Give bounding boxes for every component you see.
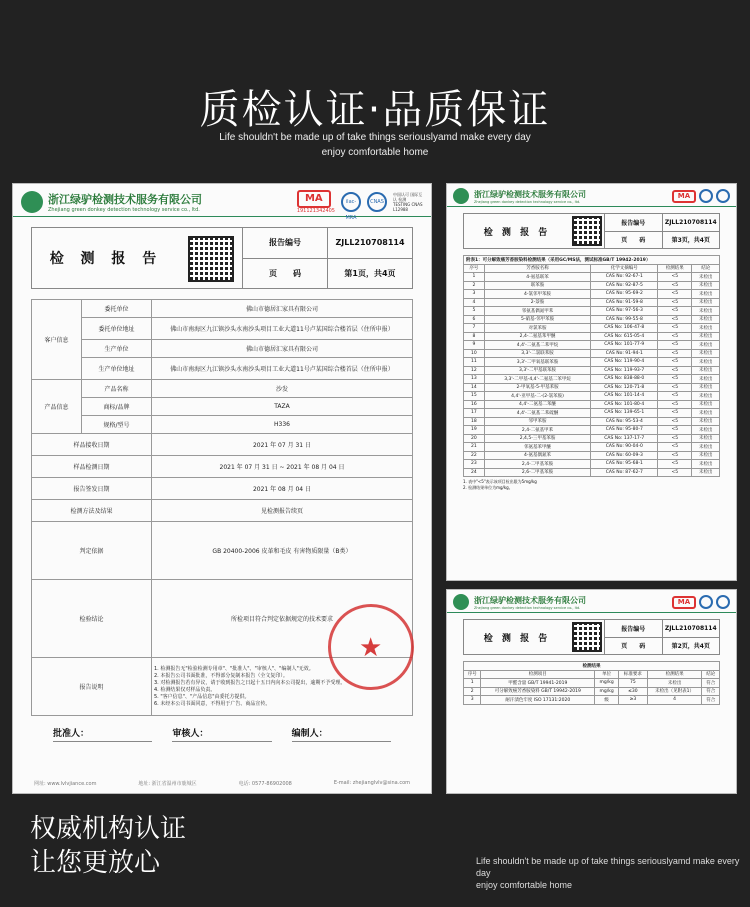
table-cell: 2,4-二氨基苯甲醚 <box>484 332 591 341</box>
table-row <box>464 366 720 375</box>
table-row <box>464 400 720 409</box>
table-row: 检验结论 所检项目符合判定依据规定的技术要求 <box>32 580 413 658</box>
table-row: 报告签发日期 2021 年 08 月 04 日 <box>32 478 413 500</box>
table-cell: 符合 <box>702 687 720 696</box>
table-row <box>464 307 720 316</box>
qr-code-icon <box>572 216 602 246</box>
table-cell: 未检出 <box>692 400 720 409</box>
table-cell: 15 <box>464 392 485 401</box>
table-cell: 邻甲苯胺 <box>484 417 591 426</box>
table-cell: 未检出 <box>647 679 702 688</box>
table-row <box>464 358 720 367</box>
cma-mark-icon: MA <box>672 596 696 609</box>
table-cell: 联苯胺 <box>484 281 591 290</box>
table-cell: 6 <box>464 315 485 324</box>
table-note: 1. 表中"<5"表示该项目检出限为5mg/kg <box>463 479 537 484</box>
table-cell: CAS No: 139-65-1 <box>591 409 658 418</box>
table-cell: 未检出 <box>692 358 720 367</box>
cma-mark-icon: MA <box>672 190 696 203</box>
official-seal-icon: ★ <box>328 604 414 690</box>
table-cell: ≥3 <box>619 696 648 705</box>
table-cell: 未检出 <box>692 307 720 316</box>
table-cell: 未检出 <box>692 273 720 282</box>
table-cell: CAS No: 95-68-1 <box>591 460 658 469</box>
org-name: 浙江绿驴检测技术服务有限公司 <box>48 193 202 206</box>
table-cell: 3 <box>464 290 485 299</box>
table-cell: 邻氨基偶氮甲苯 <box>484 307 591 316</box>
table-cell: 4,4'-二氨基二苯甲烷 <box>484 341 591 350</box>
table-cell: CAS No: 106-47-8 <box>591 324 658 333</box>
table-cell: 19 <box>464 426 485 435</box>
table-row: 委托单位地址 佛山市南海区九江镇沙头水南沙头项目工业大道11号卢某国综合楼首层（住所申报） <box>32 318 413 340</box>
table-cell: <5 <box>658 366 692 375</box>
report-title-box <box>463 619 720 655</box>
table-cell: 未检出 <box>692 341 720 350</box>
report-meta <box>242 228 412 288</box>
report-page-1 <box>12 183 432 794</box>
report-note: 2. 本报告公司书面批准，不得部分复制本报告（全文复印）。 <box>154 672 288 679</box>
cma-mark-icon: MA <box>297 190 331 208</box>
table-row <box>464 443 720 452</box>
table-cell: CAS No: 95-53-4 <box>591 417 658 426</box>
table-cell: 未检出 <box>692 383 720 392</box>
table-cell: CAS No: 119-93-7 <box>591 366 658 375</box>
table-cell: <5 <box>658 426 692 435</box>
table-cell: 未检出 <box>692 298 720 307</box>
table-cell: <5 <box>658 315 692 324</box>
table-cell: <5 <box>658 383 692 392</box>
table-cell: <5 <box>658 349 692 358</box>
table-cell: 9 <box>464 341 485 350</box>
table-cell: CAS No: 92-67-1 <box>591 273 658 282</box>
table-cell: 4 <box>464 298 485 307</box>
table-cell: CAS No: 137-17-7 <box>591 434 658 443</box>
table-cell: <5 <box>658 332 692 341</box>
table-row <box>464 383 720 392</box>
table-cell: 对氯苯胺 <box>484 324 591 333</box>
ilac-seal-icon <box>699 595 713 609</box>
table-cell: 23 <box>464 460 485 469</box>
report-title-box <box>463 213 720 249</box>
table-row: 商标/品牌 TAZA <box>32 398 413 416</box>
table-cell: CAS No: 60-09-3 <box>591 451 658 460</box>
report-note: 4. 检测结果仅对样品负责。 <box>154 686 216 693</box>
table-cell: CAS No: 101-14-4 <box>591 392 658 401</box>
table-cell: <5 <box>658 460 692 469</box>
report-meta: 报告编号 ZJLL210708114 页 码 第3页，共4页 <box>604 214 719 248</box>
table-row <box>464 451 720 460</box>
table-cell: 17 <box>464 409 485 418</box>
table-cell: 可分解致癌芳香胺染料 GB/T 19942-2019 <box>481 687 595 696</box>
table-cell: 5-硝基-邻甲苯胺 <box>484 315 591 324</box>
table-cell: 未检出 <box>692 366 720 375</box>
table-cell: 75 <box>619 679 648 688</box>
table-row <box>464 324 720 333</box>
page-value: 第1页，共4页 <box>344 268 396 278</box>
table-row <box>464 315 720 324</box>
cnas-seal-icon <box>716 595 730 609</box>
table-cell: 20 <box>464 434 485 443</box>
table-cell: <5 <box>658 281 692 290</box>
table-cell: 1 <box>464 273 485 282</box>
table-row: 生产单位 佛山市德居汇家具有限公司 <box>32 340 413 358</box>
org-block <box>48 191 202 213</box>
table-row <box>464 687 720 696</box>
table-row <box>464 392 720 401</box>
table-row <box>464 409 720 418</box>
table-cell: CAS No: 119-90-4 <box>591 358 658 367</box>
report-note: 6. 未经本公司书面同意，不得用于广告、商品宣传。 <box>154 700 271 707</box>
cnas-text: 中国认可 国际互认 检测 TESTING CNAS L12988 <box>393 192 423 212</box>
table-cell: <5 <box>658 273 692 282</box>
ilac-seal-icon: ilac-MRA <box>341 192 361 212</box>
table-cell: 4-氯邻甲苯胺 <box>484 290 591 299</box>
table-cell: ≤30 <box>619 687 648 696</box>
report-meta: 报告编号 ZJLL210708114 页 码 第2页，共4页 <box>604 620 719 654</box>
table-row: 检测方法及结果 见检测报告续页 <box>32 500 413 522</box>
org-name-en: Zhejiang green donkey detection technology service co., ltd. <box>474 199 581 204</box>
results-table: 检测结果 序号 检测项目 单位 标准要求 检测结果 结论 1 甲醛含量 GB/T 19941-2019 mg/kg 75 未检出 符合 2 可分解致癌芳香胺染料 GB/T 19942-2019 mg/kg ≤30 未检出（见附表1） 符合 3 耐汗渍色牢度 ISO 17131:2020 级 ≥3 4 符合 <box>463 661 720 705</box>
table-cell: 4 <box>647 696 702 705</box>
table-cell: 14 <box>464 383 485 392</box>
table-row <box>464 273 720 282</box>
report-note: 3. 对检测报告若有异议，请于收到报告之日起十五日内向本公司提出，逾期不予受理。 <box>154 679 346 686</box>
table-row: 样品检测日期 2021 年 07 月 31 日 ~ 2021 年 08 月 04 日 <box>32 456 413 478</box>
table-cell: <5 <box>658 392 692 401</box>
table-cell: CAS No: 87-62-7 <box>591 468 658 477</box>
table-cell: 4,4'-亚甲基-二-(2-氯苯胺) <box>484 392 591 401</box>
report-title-box <box>31 227 413 289</box>
table-row: 产品信息 产品名称 沙发 <box>32 380 413 398</box>
table-cell: 未检出 <box>692 434 720 443</box>
results-summary <box>463 661 720 705</box>
table-cell: <5 <box>658 358 692 367</box>
table-cell: CAS No: 95-69-2 <box>591 290 658 299</box>
table-cell: 级 <box>595 696 619 705</box>
table-cell: 2 <box>464 687 481 696</box>
table-cell: 未检出 <box>692 324 720 333</box>
table-row: 报告说明 1. 检测报告无"检验检测专用章"、"批准人"、"审核人"、"编制人"无效。 2. 本报告公司书面批准，不得部分复制本报告（全文复印）。 3. 对检测报告若有异议，请于收到报告之日起十五日内向本公司提出，逾期不予受理。 4. 检测结果仅对样品负责。 5. "客户信息"、"产品信息"由委托方提供。 6. 未经本公司书面同意，不得用于广告、商品宣传。 <box>32 658 413 716</box>
table-cell: 3,3'-二甲基-4,4'-二氨基二苯甲烷 <box>484 375 591 384</box>
cnas-seal-icon: CNAS <box>367 192 387 212</box>
bottom-slogan-en <box>476 855 750 891</box>
org-block <box>474 595 586 610</box>
table-row <box>464 679 720 688</box>
table-cell: <5 <box>658 451 692 460</box>
table-cell: 7 <box>464 324 485 333</box>
table-cell: 符合 <box>702 679 720 688</box>
report-footer: 网址: www.lvlvjiance.com 地址: 浙江省温州市鹿城区 电话: 0577-86902008 E-mail: zhejianglvlv@sina.com <box>33 780 411 787</box>
table-cell: 未检出 <box>692 426 720 435</box>
table-cell: 2-萘胺 <box>484 298 591 307</box>
table-cell: <5 <box>658 290 692 299</box>
editor-label: 编制人： <box>292 726 391 742</box>
table-cell: 未检出 <box>692 315 720 324</box>
report-page-3 <box>446 183 737 581</box>
bottom-slogan <box>30 812 186 880</box>
table-cell: CAS No: 615-05-4 <box>591 332 658 341</box>
table-cell: 5 <box>464 307 485 316</box>
table-cell: 4-氨基偶氮苯 <box>484 451 591 460</box>
company-logo-icon <box>21 191 43 213</box>
table-cell: <5 <box>658 298 692 307</box>
table-cell: 未检出 <box>692 460 720 469</box>
slogan-en-line: enjoy comfortable home <box>476 880 573 890</box>
qr-code-icon <box>572 622 602 652</box>
table-cell: 未检出 <box>692 409 720 418</box>
table-cell: 24 <box>464 468 485 477</box>
table-cell: <5 <box>658 417 692 426</box>
table-cell: 3 <box>464 696 481 705</box>
company-logo-icon <box>453 188 469 204</box>
report-title: 检 测 报 告 <box>483 633 551 644</box>
table-row <box>464 696 720 705</box>
report-page-2 <box>446 589 737 794</box>
table-row: 判定依据 GB 20400-2006 皮革和毛皮 有害物质限量（B类） <box>32 522 413 580</box>
table-row <box>464 332 720 341</box>
report-title: 检 测 报 告 <box>49 251 163 267</box>
table-cell: 2,6-二甲基苯胺 <box>484 468 591 477</box>
table-cell: <5 <box>658 375 692 384</box>
table-cell: mg/kg <box>595 679 619 688</box>
slogan-line: 让您更放心 <box>30 848 161 878</box>
table-cell: 未检出 <box>692 349 720 358</box>
table-cell: 未检出 <box>692 443 720 452</box>
table-cell: <5 <box>658 468 692 477</box>
report-no: ZJLL210708114 <box>335 238 405 248</box>
table-cell: <5 <box>658 341 692 350</box>
table-cell: 邻氨基苯甲醚 <box>484 443 591 452</box>
table-row: 客户信息 委托单位 佛山市德居汇家具有限公司 <box>32 300 413 318</box>
table-cell: <5 <box>658 324 692 333</box>
cma-id: 191121342405 <box>296 208 335 214</box>
report-header <box>13 184 431 221</box>
table-cell: CAS No: 95-80-7 <box>591 426 658 435</box>
table-cell: CAS No: 101-80-4 <box>591 400 658 409</box>
table-row <box>464 468 720 477</box>
cert-marks <box>296 190 423 221</box>
table-cell: 10 <box>464 349 485 358</box>
results-appendix <box>463 255 720 491</box>
table-cell: 2,4-二氨基甲苯 <box>484 426 591 435</box>
table-row <box>464 298 720 307</box>
table-cell: 甲醛含量 GB/T 19941-2019 <box>481 679 595 688</box>
cnas-seal-icon <box>716 189 730 203</box>
page-label: 页 码 <box>243 259 328 289</box>
qr-code-icon <box>188 236 234 282</box>
table-note: 2. 检测结果单位为mg/kg。 <box>463 485 513 490</box>
page-subtitle <box>0 130 750 160</box>
report-header <box>447 590 736 613</box>
table-cell: <5 <box>658 434 692 443</box>
org-name-en: Zhejiang green donkey detection technology service co., ltd. <box>48 207 200 213</box>
table-cell: 未检出 <box>692 332 720 341</box>
org-name: 浙江绿驴检测技术服务有限公司 <box>474 189 586 199</box>
table-cell: 16 <box>464 400 485 409</box>
table-row <box>464 281 720 290</box>
report-header <box>447 184 736 207</box>
table-cell: 8 <box>464 332 485 341</box>
table-cell: CAS No: 120-71-8 <box>591 383 658 392</box>
table-row <box>464 434 720 443</box>
table-cell: 11 <box>464 358 485 367</box>
table-cell: 21 <box>464 443 485 452</box>
report-note: 5. "客户信息"、"产品信息"由委托方提供。 <box>154 693 250 700</box>
subtitle-line: enjoy comfortable home <box>321 147 429 158</box>
table-row: 生产单位地址 佛山市南海区九江镇沙头水南沙头项目工业大道11号卢某国综合楼首层（住所申报） <box>32 358 413 380</box>
table-cell: 2,4-二甲基苯胺 <box>484 460 591 469</box>
report-note: 1. 检测报告无"检验检测专用章"、"批准人"、"审核人"、"编制人"无效。 <box>154 665 314 672</box>
table-cell: 未检出 <box>692 392 720 401</box>
reviewer-label: 审核人： <box>172 726 271 742</box>
table-cell: 耐汗渍色牢度 ISO 17131:2020 <box>481 696 595 705</box>
table-cell: 符合 <box>702 696 720 705</box>
slogan-line: 权威机构认证 <box>30 814 187 844</box>
table-cell: <5 <box>658 443 692 452</box>
table-cell: 2 <box>464 281 485 290</box>
table-cell: 3,3'-二甲基联苯胺 <box>484 366 591 375</box>
table-cell: 12 <box>464 366 485 375</box>
org-block <box>474 189 586 204</box>
org-name-en: Zhejiang green donkey detection technology service co., ltd. <box>474 605 581 610</box>
table-cell: 1 <box>464 679 481 688</box>
slogan-en-line: Life shouldn't be made up of take things seriouslyamd make every day <box>476 856 740 878</box>
table-cell: 3,3'-二氯联苯胺 <box>484 349 591 358</box>
table-row <box>464 349 720 358</box>
table-row: 样品接收日期 2021 年 07 月 31 日 <box>32 434 413 456</box>
table-row <box>464 426 720 435</box>
table-cell: 18 <box>464 417 485 426</box>
amine-table: 附表1：可分解致癌芳香胺染料检测结果（采用GC/MS法，测试标准GB/T 19942-2019） 序号 芳香胺名称 化学文摘编号 检测结果 结论 1 4-氨基联苯 CAS No: 92-67-1 <5 未检出 2 联苯胺 CAS No: 92-87-5 <5 未检出 3 4-氯邻甲苯胺 CAS No: 95-69-2 <5 未检出 4 2-萘胺 CAS No: 91-59-8 <5 未检出 5 邻氨基偶氮甲苯 CAS No: 97-56-3 <5 未检出 6 5-硝基-邻甲苯胺 CAS No: 99-55-8 <5 未检出 7 对氯苯胺 CAS No: 106-47-8 <5 未检出 8 2,4-二氨基苯甲醚 CAS No: 615-05-4 <5 未检出 9 4,4'-二氨基二苯甲烷 CAS No: 101-77-9 <5 未检出 10 3,3'-二氯联苯胺 CAS No: 91-94-1 <5 未检出 11 3,3'-二甲氧基联苯胺 CAS No: 119-90-4 <5 未检出 12 3,3'-二甲基联苯胺 CAS No: 119-93-7 <5 未检出 13 3,3'-二甲基-4,4'-二氨基二苯甲烷 CAS No: 838-88-0 <5 未检出 14 2-甲氧基-5-甲基苯胺 CAS No: 120-71-8 <5 未检出 15 4,4'-亚甲基-二-(2-氯苯胺) CAS No: 101-14-4 <5 未检出 16 4,4'-二氨基二苯醚 CAS No: 101-80-4 <5 未检出 17 4,4'-二氨基二苯硫醚 CAS No: 139-65-1 <5 未检出 18 邻甲苯胺 CAS No: 95-53-4 <5 未检出 19 2,4-二氨基甲苯 CAS No: 95-80-7 <5 未检出 20 2,4,5-三甲基苯胺 CAS No: 137-17-7 <5 未检出 21 邻氨基苯甲醚 CAS No: 90-04-0 <5 未检出 22 4-氨基偶氮苯 CAS No: 60-09-3 <5 未检出 23 2,4-二甲基苯胺 CAS No: 95-68-1 <5 未检出 24 2,6-二甲基苯胺 CAS No: 87-62-7 <5 未检出 <box>463 255 720 477</box>
company-logo-icon <box>453 594 469 610</box>
table-cell: 4-氨基联苯 <box>484 273 591 282</box>
table-row <box>464 417 720 426</box>
table-row <box>464 460 720 469</box>
table-row <box>464 375 720 384</box>
page-title: 质检认证·品质保证 <box>199 87 551 133</box>
table-cell: CAS No: 91-94-1 <box>591 349 658 358</box>
table-cell: 22 <box>464 451 485 460</box>
table-cell: 13 <box>464 375 485 384</box>
approver-label: 批准人： <box>53 726 152 742</box>
table-header-row: 序号 芳香胺名称 化学文摘编号 检测结果 结论 <box>464 264 720 273</box>
table-cell: <5 <box>658 400 692 409</box>
table-cell: 4,4'-二氨基二苯硫醚 <box>484 409 591 418</box>
table-row <box>464 341 720 350</box>
table-row <box>464 290 720 299</box>
table-cell: 未检出 <box>692 451 720 460</box>
table-cell: mg/kg <box>595 687 619 696</box>
table-cell: 未检出 <box>692 468 720 477</box>
table-cell: 未检出 <box>692 417 720 426</box>
signature-row <box>53 726 391 742</box>
table-row: 规格/型号 H336 <box>32 416 413 434</box>
org-name: 浙江绿驴检测技术服务有限公司 <box>474 595 586 605</box>
table-cell: CAS No: 92-87-5 <box>591 281 658 290</box>
table-cell: CAS No: 99-55-8 <box>591 315 658 324</box>
table-cell: CAS No: 101-77-9 <box>591 341 658 350</box>
table-cell: <5 <box>658 409 692 418</box>
table-cell: 未检出 <box>692 281 720 290</box>
table-cell: CAS No: 90-04-0 <box>591 443 658 452</box>
table-cell: 2,4,5-三甲基苯胺 <box>484 434 591 443</box>
table-cell: 2-甲氧基-5-甲基苯胺 <box>484 383 591 392</box>
table-cell: 未检出 <box>692 375 720 384</box>
table-cell: CAS No: 97-56-3 <box>591 307 658 316</box>
table-cell: 4,4'-二氨基二苯醚 <box>484 400 591 409</box>
report-title: 检 测 报 告 <box>483 227 551 238</box>
table-header-row: 序号 检测项目 单位 标准要求 检测结果 结论 <box>464 670 720 679</box>
table-cell: CAS No: 838-88-0 <box>591 375 658 384</box>
table-cell: 未检出 <box>692 290 720 299</box>
ilac-seal-icon <box>699 189 713 203</box>
table-cell: 3,3'-二甲氧基联苯胺 <box>484 358 591 367</box>
report-no-label: 报告编号 <box>243 228 328 258</box>
table-cell: CAS No: 91-59-8 <box>591 298 658 307</box>
table-cell: <5 <box>658 307 692 316</box>
table-cell: 未检出（见附表1） <box>647 687 702 696</box>
subtitle-line: Life shouldn't be made up of take things seriouslyamd make every day <box>219 132 531 143</box>
